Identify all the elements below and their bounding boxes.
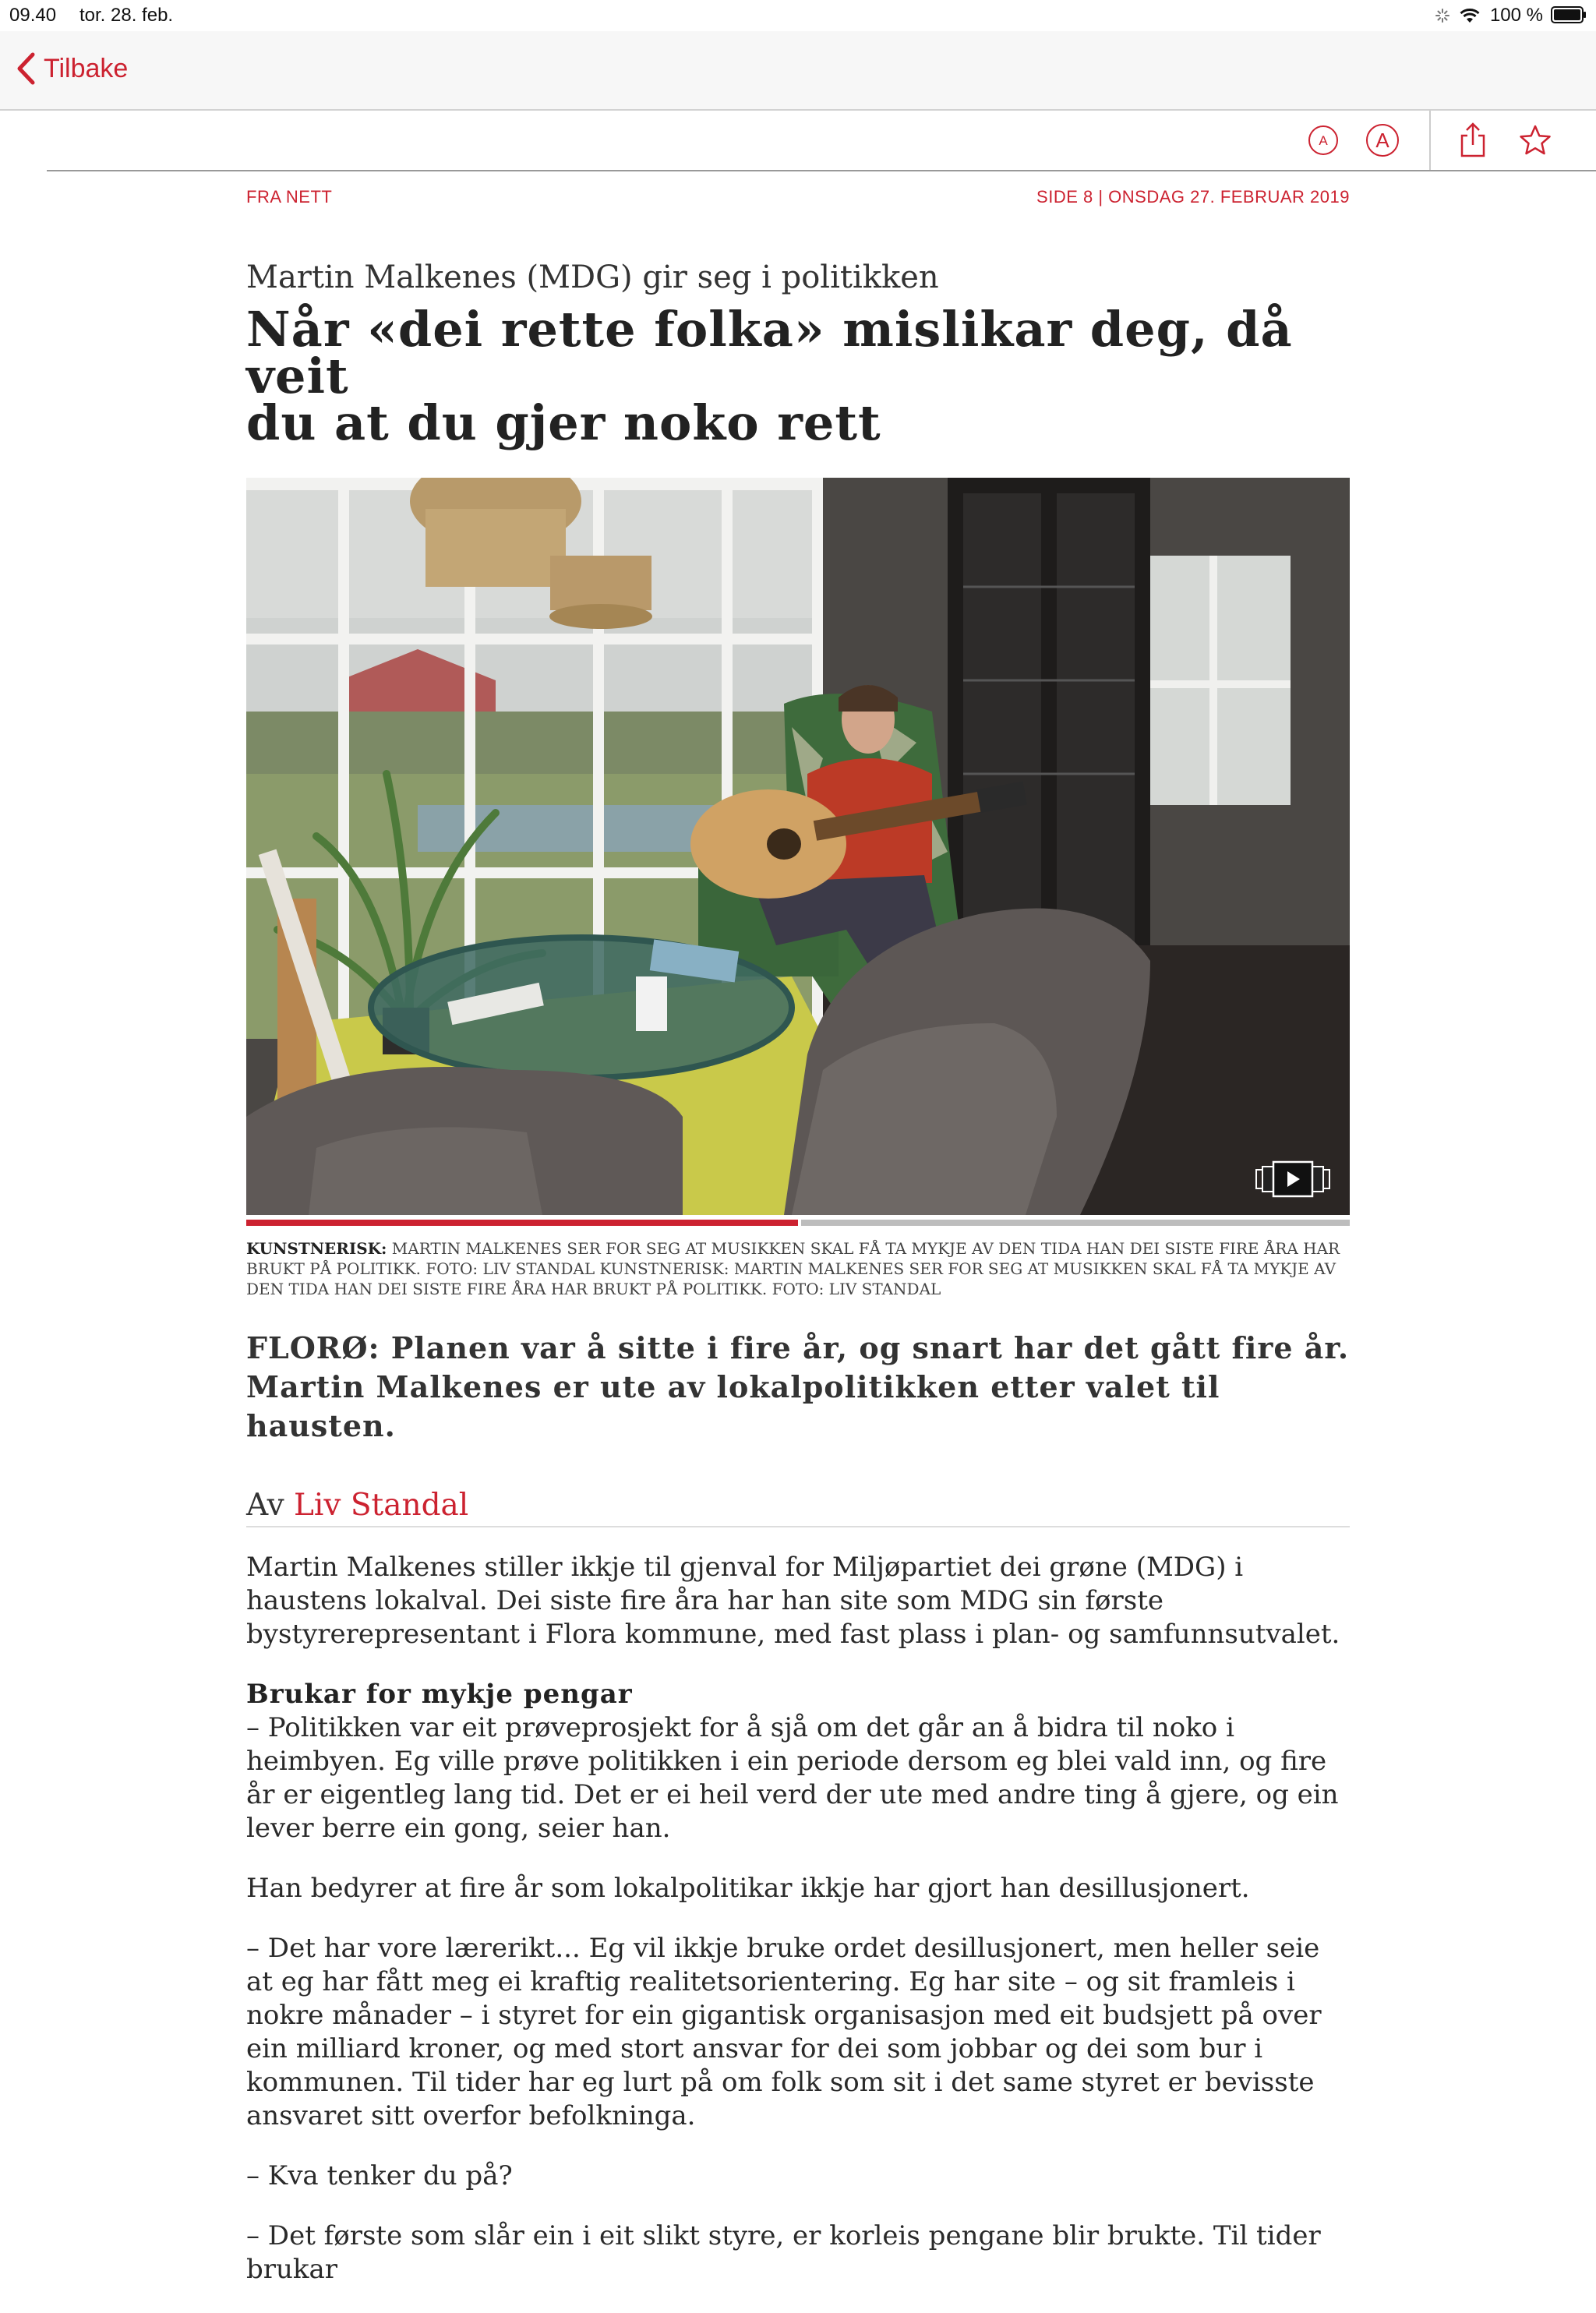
living-room-illustration xyxy=(246,478,1350,1215)
article xyxy=(246,170,1350,2313)
text-smaller-icon xyxy=(1308,125,1339,156)
battery-percent: 100 % xyxy=(1489,5,1543,26)
body-paragraph: Han bedyrer at fire år som lokalpolitikar ikkje har gjort han desillusjonert. xyxy=(246,1873,1250,1904)
article-headline xyxy=(246,301,1350,451)
chevron-left-icon xyxy=(16,51,36,86)
section-label: FRA NETT xyxy=(246,187,333,207)
svg-text:A: A xyxy=(1375,129,1389,152)
wifi-icon xyxy=(1459,7,1481,24)
caption-text: MARTIN MALKENES SER FOR SEG AT MUSIKKEN SKAL FÅ TA MYKJE AV DEN TIDA HAN DEI SISTE FIRE ÅRA HAR BRUKT PÅ POLITIKK. FOTO: LIV STANDAL KUNSTNERISK: MARTIN MALKENES SER FOR SEG AT MUSIKKEN SKAL FÅ TA MYKJE AV DEN TIDA HAN DEI SISTE FIRE ÅRA HAR BRUKT PÅ POLITIKK. FOTO: LIV STANDAL xyxy=(246,1239,1340,1298)
text-smaller-button[interactable] xyxy=(1305,122,1342,159)
bookmark-button[interactable] xyxy=(1517,122,1554,159)
article-subhead: Brukar for mykje pengar xyxy=(246,1679,633,1710)
photo-caption xyxy=(246,1238,1350,1299)
text-larger-icon xyxy=(1365,123,1400,157)
article-photo[interactable] xyxy=(246,478,1350,1215)
article-lead: FLORØ: Planen var å sitte i fire år, og snart har det gått fire år. Martin Malkenes er ute av lokalpolitikken etter valet til hausten. xyxy=(246,1330,1350,1443)
headline-line-1: Når «dei rette folka» mislikar deg, då veit xyxy=(246,301,1293,404)
byline xyxy=(246,1488,1350,1527)
body-paragraph: – Kva tenker du på? xyxy=(246,2160,513,2191)
gallery-play-icon[interactable] xyxy=(1255,1160,1331,1198)
caption-label: KUNSTNERISK: xyxy=(246,1239,387,1258)
status-indicators xyxy=(1435,5,1543,26)
byline-prefix: Av xyxy=(246,1488,295,1523)
star-icon xyxy=(1519,124,1552,157)
status-bar xyxy=(0,0,1596,31)
gallery-progress xyxy=(246,1220,1350,1226)
page-info: SIDE 8 | ONSDAG 27. FEBRUAR 2019 xyxy=(1036,187,1350,207)
share-button[interactable] xyxy=(1454,122,1492,159)
activity-spinner-icon xyxy=(1435,9,1449,23)
author-link[interactable]: Liv Standal xyxy=(294,1488,469,1523)
back-button[interactable] xyxy=(16,51,128,86)
status-date: tor. 28. feb. xyxy=(79,5,174,26)
navigation-bar xyxy=(0,31,1596,111)
article-body xyxy=(246,1551,1350,2287)
article-kicker: Martin Malkenes (MDG) gir seg i politikken xyxy=(246,260,939,295)
body-paragraph: Martin Malkenes stiller ikkje til gjenval for Miljøpartiet dei grøne (MDG) i haustens lokalval. Dei siste fire åra har han site som MDG sin første bystyrerepresentant i Flora kommune, med fast plass i plan- og samfunnsutvalet. xyxy=(246,1552,1340,1650)
gallery-progress-fill xyxy=(246,1220,798,1226)
back-label: Tilbake xyxy=(44,53,129,83)
body-paragraph: – Det har vore lærerikt... Eg vil ikkje bruke ordet desillusjonert, men heller seie at eg har fått meg ei kraftig realitetsorientering. Eg har site – og sit framleis i nokre månader – i styret for ein gigantisk organisasjon med eit budsjett på over ein milliard kroner, og med stort ansvar for dei som jobbar og dei som bur i kommunen. Til tider har eg lurt på om folk som sit i det same styret er bevisste ansvaret sitt overfor befolkninga. xyxy=(246,1933,1322,2131)
headline-line-2: du at du gjer noko rett xyxy=(246,394,881,451)
article-meta xyxy=(246,170,1350,224)
status-time: 09.40 xyxy=(9,5,57,26)
share-icon xyxy=(1457,122,1488,159)
body-paragraph: – Politikken var eit prøveprosjekt for å sjå om det går an å bidra til noko i heimbyen. Eg ville prøve politikken i ein periode dersom eg blei vald inn, og fire år er eigentleg lang tid. Det er ei heil verd der ute med andre ting å gjere, og ein lever berre ein gong, seier han. xyxy=(246,1712,1339,1844)
article-toolbar xyxy=(47,111,1596,171)
toolbar-divider xyxy=(1429,111,1431,170)
gallery-progress-track xyxy=(801,1220,1350,1226)
text-larger-button[interactable] xyxy=(1364,122,1401,159)
battery-icon xyxy=(1551,6,1587,23)
body-paragraph: – Det første som slår ein i eit slikt styre, er korleis pengane blir brukte. Til tider brukar xyxy=(246,2220,1321,2285)
svg-text:A: A xyxy=(1319,133,1328,148)
